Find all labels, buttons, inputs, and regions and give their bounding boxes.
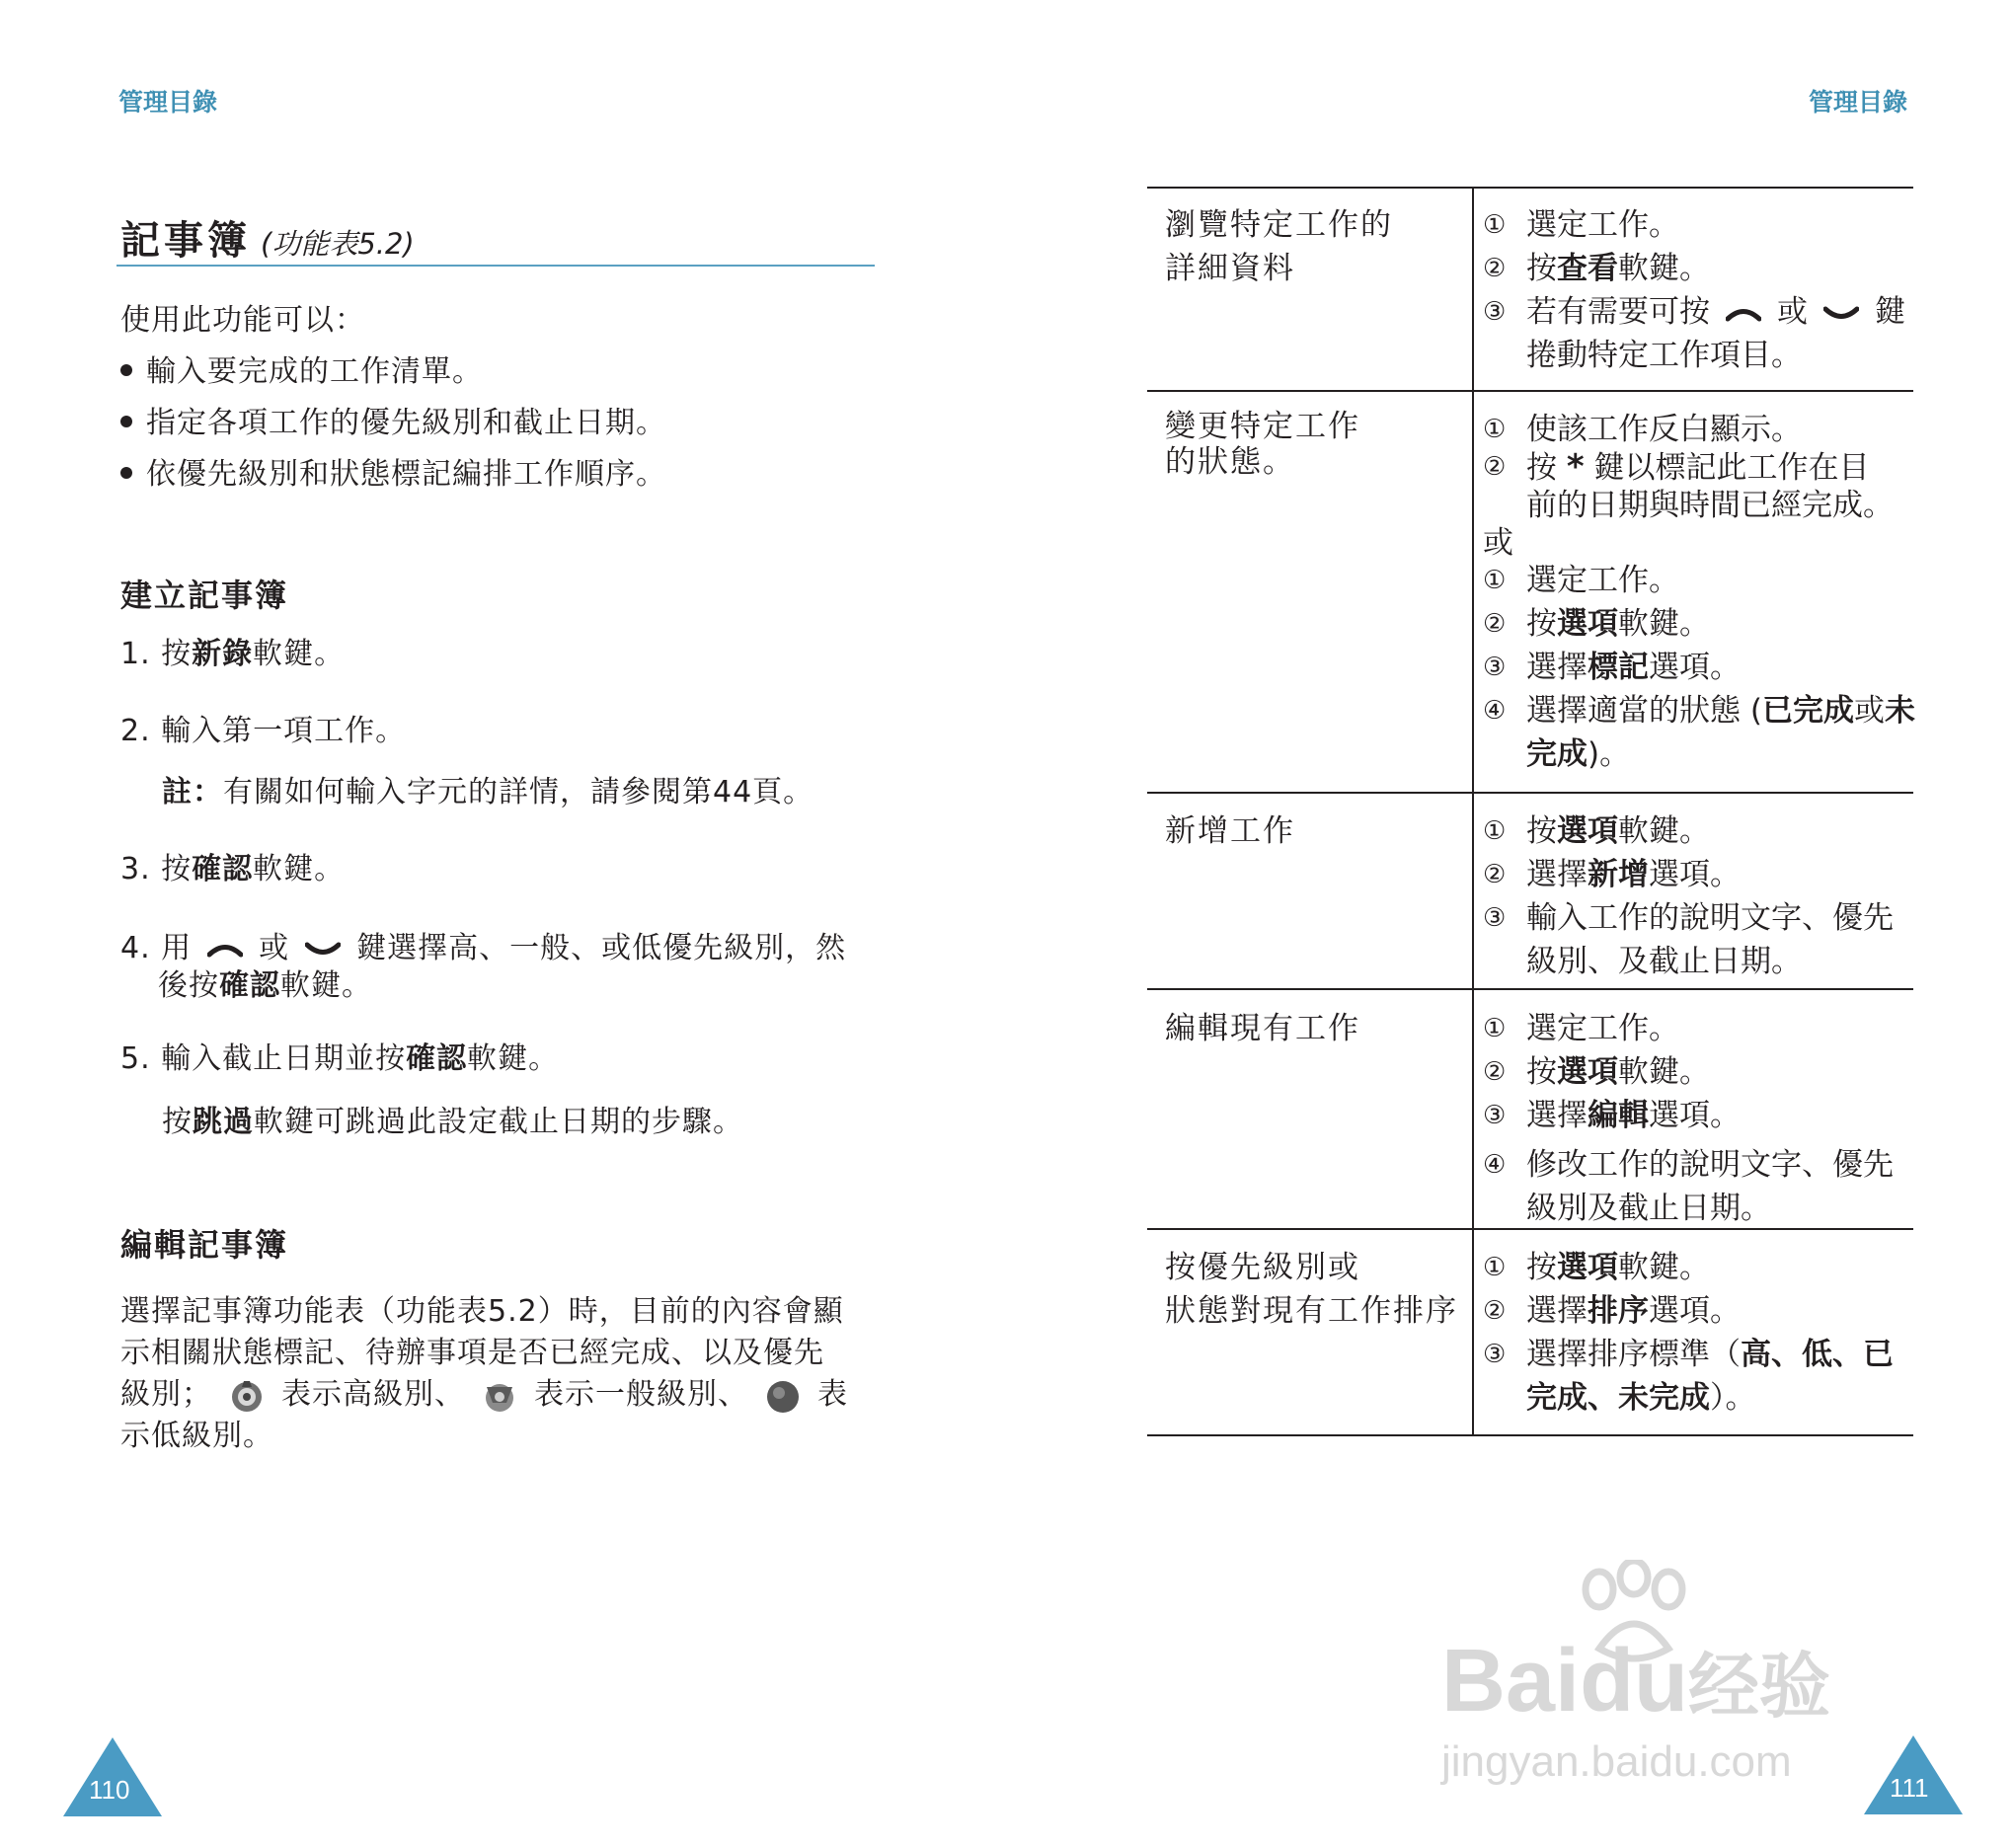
step-4-cont: 後按確認軟鍵。 (158, 968, 372, 1003)
step-5: 5. 輸入截止日期並按確認軟鍵。 (120, 1041, 560, 1076)
table-row-label: 變更特定工作 的狀態。 (1165, 409, 1360, 480)
table-rule (1147, 1434, 1913, 1436)
table-row-steps: ① 按選項軟鍵。 ② 選擇排序選項。 ③ 選擇排序標準（高、低、已 完成、未完成）。 (1483, 1250, 1894, 1416)
step-1: 1. 按新錄軟鍵。 (120, 637, 346, 671)
page-number-right: 111 (1890, 1773, 1929, 1803)
scroll-up-key-icon (207, 942, 243, 958)
title-menu-ref: (功能表5.2) (261, 227, 415, 261)
page-number-left: 110 (89, 1775, 130, 1805)
bullet-item: 指定各項工作的優先級別和截止日期。 (120, 405, 666, 442)
bullet-dot (120, 416, 132, 427)
bullet-item: 依優先級別和狀態標記編排工作順序。 (120, 456, 666, 494)
watermark-url: jingyan.baidu.com (1441, 1737, 1792, 1786)
note: 註：有關如何輸入字元的詳情，請參閱第44頁。 (162, 775, 814, 809)
watermark-brand3: 经验 (1688, 1648, 1831, 1727)
step-3: 3. 按確認軟鍵。 (120, 852, 346, 886)
scroll-down-key-icon (305, 942, 341, 958)
bullet-dot (120, 364, 132, 376)
table-row-label: 新增工作 (1165, 813, 1295, 849)
table-row-steps: ① 選定工作。 ② 按查看軟鍵。 ③ 若有需要可按 或 鍵 捲動特定工作項目。 (1483, 207, 1905, 373)
title-main: 記事簿 (120, 218, 251, 264)
edit-para-line: 示低級別。 (120, 1419, 273, 1453)
star-key-icon: * (1566, 447, 1585, 487)
table-rule (1147, 988, 1913, 990)
step-4: 4. 用 或 鍵選擇高、一般、或低優先級別，然 (120, 931, 847, 965)
table-row-steps: ① 選定工作。 ② 按選項軟鍵。 ③ 選擇編輯選項。 ④ 修改工作的說明文字、優先 級別及截止日期。 (1483, 1011, 1894, 1226)
bullet-dot (120, 467, 132, 479)
watermark-brand2: du (1580, 1632, 1689, 1731)
step-2: 2. 輸入第一項工作。 (120, 714, 407, 748)
table-row-label: 編輯現有工作 (1165, 1011, 1360, 1046)
table-rule (1147, 792, 1913, 794)
section-heading-create: 建立記事簿 (120, 577, 289, 614)
watermark-brand: Bai (1441, 1632, 1581, 1731)
edit-para-line: 選擇記事簿功能表（功能表5.2）時，目前的內容會顯 (120, 1294, 844, 1329)
edit-para-line: 示相關狀態標記、待辦事項是否已經完成、以及優先 (120, 1336, 824, 1370)
title-rule (116, 265, 875, 267)
step-5-note: 按跳過軟鍵可跳過此設定截止日期的步驟。 (162, 1105, 743, 1139)
low-priority-icon (764, 1377, 802, 1415)
bullet-item: 輸入要完成的工作清單。 (120, 353, 483, 391)
table-row-steps: ① 按選項軟鍵。 ② 選擇新增選項。 ③ 輸入工作的說明文字、優先 級別、及截止日期。 (1483, 813, 1894, 979)
intro-text: 使用此功能可以： (120, 303, 365, 338)
normal-priority-icon (481, 1377, 518, 1415)
table-divider (1472, 187, 1474, 1436)
table-rule (1147, 187, 1913, 189)
table-row-label: 按優先級別或 狀態對現有工作排序 (1165, 1250, 1458, 1329)
section-heading-edit: 編輯記事簿 (120, 1226, 289, 1264)
scroll-down-key-icon (1823, 306, 1859, 322)
scroll-up-key-icon (1726, 306, 1761, 322)
running-head-right: 管理目錄 (1809, 88, 1908, 116)
page-title (120, 209, 415, 266)
running-head-left: 管理目錄 (118, 88, 218, 116)
table-row-label: 瀏覽特定工作的 詳細資料 (1165, 207, 1393, 286)
edit-para-line: 級別； 表示高級別、 表示一般級別、 表 (120, 1376, 848, 1415)
table-rule (1147, 390, 1913, 392)
table-row-steps: ① 使該工作反白顯示。 ② 按 * 鍵以標記此工作在目 前的日期與時間已經完成。 或 ① 選定工作。 ② 按選項軟鍵。 ③ 選擇標記選項。 ④ 選擇適當的狀態 (已完成或未 完成)。 (1483, 412, 1915, 772)
high-priority-icon (228, 1377, 266, 1415)
